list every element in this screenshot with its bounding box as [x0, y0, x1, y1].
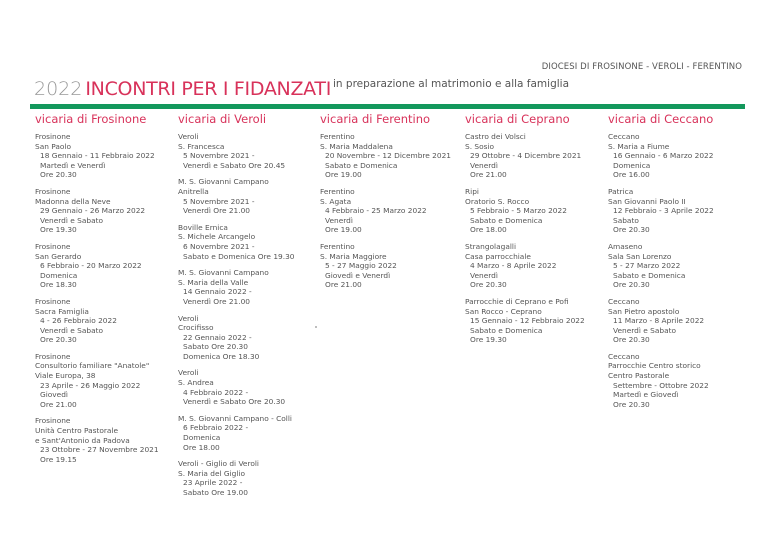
entry-location: Veroli	[178, 368, 199, 378]
entry-location: M. S. Giovanni Campano	[178, 177, 269, 187]
entry-detail: 5 - 27 Marzo 2022	[613, 261, 681, 271]
entry-detail: Ore 21.00	[40, 399, 77, 409]
entry-detail: 4 Febbraio - 25 Marzo 2022	[325, 206, 427, 216]
entry-detail: Ore 20.30	[470, 280, 507, 290]
schedule-entry	[178, 414, 318, 452]
entry-detail: Ore 19.00	[325, 170, 362, 180]
vicaria-title: vicaria di Veroli	[178, 112, 267, 126]
schedule-entry	[465, 242, 605, 290]
entry-detail: Ore 20.30	[613, 280, 650, 290]
entry-location: Parrocchie Centro storico	[608, 361, 701, 371]
entry-detail: Venerdì Ore 21.00	[183, 206, 251, 216]
entry-detail: Ore 20.30	[613, 225, 650, 235]
vicaria-column	[608, 112, 748, 416]
entry-detail: Ore 18.00	[183, 442, 220, 452]
entry-detail: Venerdì Ore 21.00	[183, 296, 251, 306]
schedule-entry	[178, 223, 318, 261]
schedule-entry	[35, 132, 175, 180]
entry-location: Boville Ernica	[178, 222, 228, 232]
entry-detail: Ore 18.30	[40, 280, 77, 290]
entry-detail: 6 Novembre 2021 -	[183, 241, 255, 251]
entry-detail: 14 Gennaio 2022 -	[183, 287, 252, 297]
entry-location: Ceccano	[608, 132, 640, 141]
entry-detail: Settembre - Ottobre 2022	[613, 380, 709, 390]
vicaria-title: vicaria di Ferentino	[320, 112, 431, 126]
entry-detail: 4 Febbraio 2022 -	[183, 387, 249, 397]
entry-location: Ceccano	[608, 351, 640, 361]
entry-location: Sala San Lorenzo	[608, 251, 672, 261]
entry-location: S. Michele Arcangelo	[178, 232, 256, 242]
schedule-entry	[178, 132, 318, 170]
entry-detail: 5 Novembre 2021 -	[183, 196, 255, 206]
schedule-entry	[178, 314, 318, 362]
entry-location: S. Maria del Giglio	[178, 468, 246, 478]
entry-detail: Venerdì e Sabato Ore 20.45	[183, 160, 286, 170]
entry-detail: Venerdì	[470, 270, 498, 280]
entry-detail: Domenica	[40, 270, 78, 280]
entry-detail: Ore 20.30	[40, 170, 77, 180]
schedule-entry	[35, 187, 175, 235]
entry-detail: Sabato e Domenica	[470, 215, 543, 225]
entry-detail: 23 Aprile 2022 -	[183, 478, 243, 488]
schedule-entry	[465, 132, 605, 180]
entry-detail: Domenica	[183, 433, 221, 443]
entry-detail: 20 Novembre - 12 Dicembre 2021	[325, 151, 451, 161]
entry-detail: Domenica Ore 18.30	[183, 351, 260, 361]
entry-location: Ripi	[465, 186, 479, 196]
entry-location: Frosinone	[35, 186, 71, 196]
entry-detail: 29 Gennaio - 26 Marzo 2022	[40, 206, 146, 216]
entry-detail: 15 Gennaio - 12 Febbraio 2022	[470, 316, 585, 326]
schedule-entry	[35, 352, 175, 410]
entry-detail: Ore 19.30	[470, 335, 507, 345]
entry-location: S. Sosio	[465, 141, 495, 151]
entry-detail: 18 Gennaio - 11 Febbraio 2022	[40, 151, 155, 161]
entry-location: Castro dei Volsci	[465, 132, 526, 141]
entry-location: Ferentino	[320, 132, 355, 141]
entry-location: Amaseno	[608, 241, 643, 251]
entry-detail: Ore 19.30	[40, 225, 77, 235]
entry-location: S. Maria Maddalena	[320, 141, 393, 151]
schedule-entry	[178, 459, 318, 497]
title-year: 2022	[34, 78, 83, 100]
entry-location: Parrocchie di Ceprano e Pofi	[465, 296, 569, 306]
entry-location: Strangolagalli	[465, 241, 517, 251]
vicaria-column	[178, 112, 318, 505]
entry-detail: Sabato e Domenica	[470, 325, 543, 335]
schedule-entry	[35, 297, 175, 345]
entry-detail: Venerdì	[325, 215, 353, 225]
entry-detail: Venerdì	[470, 160, 498, 170]
entry-location: Frosinone	[35, 132, 71, 141]
entry-detail: Ore 19.00	[325, 225, 362, 235]
entry-detail: 4 - 26 Febbraio 2022	[40, 316, 117, 326]
entry-detail: 11 Marzo - 8 Aprile 2022	[613, 316, 705, 326]
entry-location: Veroli	[178, 132, 199, 141]
entry-detail: Sabato Ore 19.00	[183, 488, 248, 497]
entry-detail: Ore 19.15	[40, 454, 77, 464]
entry-location: Casa parrocchiale	[465, 251, 531, 261]
entry-location: Frosinone	[35, 416, 71, 426]
entry-location: Patrica	[608, 186, 634, 196]
vicaria-column	[320, 112, 460, 297]
entry-detail: Ore 20.30	[613, 399, 650, 409]
entry-location: Crocifisso	[178, 323, 214, 333]
entry-detail: Ore 18.00	[470, 225, 507, 235]
vicaria-column	[465, 112, 605, 352]
schedule-entry	[35, 242, 175, 290]
entry-detail: 23 Ottobre - 27 Novembre 2021	[40, 445, 159, 455]
schedule-entry	[320, 132, 460, 180]
entry-detail: Giovedì e Venerdì	[325, 270, 391, 280]
schedule-entry	[178, 177, 318, 215]
entry-location: Unità Centro Pastorale	[35, 426, 119, 436]
entry-location: Anitrella	[178, 186, 209, 196]
green-divider	[30, 104, 745, 109]
title-main: INCONTRI PER I FIDANZATI	[85, 78, 331, 100]
entry-location: S. Maria della Valle	[178, 277, 249, 287]
entry-location: San Gerardo	[35, 251, 82, 261]
schedule-entry	[178, 268, 318, 306]
schedule-entry	[178, 368, 318, 406]
entry-location: Consultorio familiare "Anatole"	[35, 361, 150, 371]
schedule-entry	[608, 297, 748, 345]
entry-location: Veroli - Giglio di Veroli	[178, 459, 259, 469]
entry-location: S. Maria a Fiume	[608, 141, 670, 151]
entry-detail: Venerdì e Sabato	[613, 325, 677, 335]
entry-detail: 22 Gennaio 2022 -	[183, 332, 252, 342]
schedule-entry	[608, 187, 748, 235]
vicaria-title: vicaria di Frosinone	[35, 112, 147, 126]
schedule-entry	[608, 242, 748, 290]
entry-detail: 5 - 27 Maggio 2022	[325, 261, 397, 271]
entry-location: Sacra Famiglia	[35, 306, 89, 316]
entry-location: Oratorio S. Rocco	[465, 196, 530, 206]
entry-location: Frosinone	[35, 351, 71, 361]
entry-location: San Rocco - Ceprano	[465, 306, 542, 316]
entry-detail: Ore 21.00	[325, 280, 362, 290]
entry-location: M. S. Giovanni Campano	[178, 268, 269, 278]
schedule-entry	[35, 416, 175, 464]
entry-detail: 29 Ottobre - 4 Dicembre 2021	[470, 151, 582, 161]
entry-detail: Domenica	[613, 160, 651, 170]
entry-location: Viale Europa, 38	[35, 371, 96, 381]
entry-location: Madonna della Neve	[35, 196, 111, 206]
schedule-entry	[320, 187, 460, 235]
entry-location: Ferentino	[320, 241, 355, 251]
entry-detail: 5 Novembre 2021 -	[183, 151, 255, 161]
entry-detail: Venerdì e Sabato	[40, 215, 104, 225]
schedule-entry	[320, 242, 460, 290]
entry-detail: 12 Febbraio - 3 Aprile 2022	[613, 206, 714, 216]
vicaria-title: vicaria di Ceccano	[608, 112, 714, 126]
vicaria-column	[35, 112, 175, 471]
page-title	[34, 78, 569, 100]
schedule-entry	[608, 132, 748, 180]
entry-location: Frosinone	[35, 296, 71, 306]
entry-detail: Venerdì e Sabato	[40, 325, 104, 335]
entry-location: Centro Pastorale	[608, 371, 670, 381]
entry-detail: Martedì e Giovedì	[613, 390, 679, 400]
entry-location: S. Maria Maggiore	[320, 251, 387, 261]
entry-detail: Ore 20.30	[40, 335, 77, 345]
entry-detail: Venerdì e Sabato Ore 20.30	[183, 397, 286, 407]
entry-detail: 6 Febbraio - 20 Marzo 2022	[40, 261, 142, 271]
entry-detail: Sabato e Domenica	[325, 160, 398, 170]
schedule-entry	[608, 352, 748, 410]
entry-detail: 23 Aprile - 26 Maggio 2022	[40, 380, 141, 390]
entry-detail: 6 Febbraio 2022 -	[183, 423, 249, 433]
entry-location: S. Andrea	[178, 378, 214, 388]
entry-location: M. S. Giovanni Campano - Colli	[178, 413, 292, 423]
diocese-label: DIOCESI DI FROSINONE - VEROLI - FERENTINO	[541, 62, 742, 72]
entry-location: San Giovanni Paolo II	[608, 196, 686, 206]
entry-location: Veroli	[178, 313, 199, 323]
entry-detail: Sabato e Domenica	[613, 270, 686, 280]
entry-location: S. Francesca	[178, 141, 225, 151]
entry-detail: Ore 16.00	[613, 170, 650, 180]
entry-location: Ceccano	[608, 296, 640, 306]
entry-detail: 4 Marzo - 8 Aprile 2022	[470, 261, 557, 271]
entry-location: San Paolo	[35, 141, 72, 151]
entry-detail: 16 Gennaio - 6 Marzo 2022	[613, 151, 714, 161]
entry-location: Frosinone	[35, 241, 71, 251]
entry-detail: Sabato	[613, 215, 639, 225]
entry-detail: Sabato e Domenica Ore 19.30	[183, 251, 295, 261]
entry-detail: Sabato Ore 20.30	[183, 342, 248, 352]
entry-detail: Ore 20.30	[613, 335, 650, 345]
schedule-entry	[465, 187, 605, 235]
vicaria-title: vicaria di Ceprano	[465, 112, 570, 126]
entry-location: e Sant'Antonio da Padova	[35, 435, 130, 445]
entry-location: San Pietro apostolo	[608, 306, 680, 316]
entry-detail: Ore 21.00	[470, 170, 507, 180]
entry-location: S. Agata	[320, 196, 352, 206]
entry-location: Ferentino	[320, 186, 355, 196]
entry-detail: Giovedì	[40, 390, 68, 400]
schedule-entry	[465, 297, 605, 345]
title-subtitle: in preparazione al matrimonio e alla famiglia	[333, 78, 570, 90]
entry-detail: 5 Febbraio - 5 Marzo 2022	[470, 206, 567, 216]
entry-detail: Martedì e Venerdì	[40, 160, 106, 170]
